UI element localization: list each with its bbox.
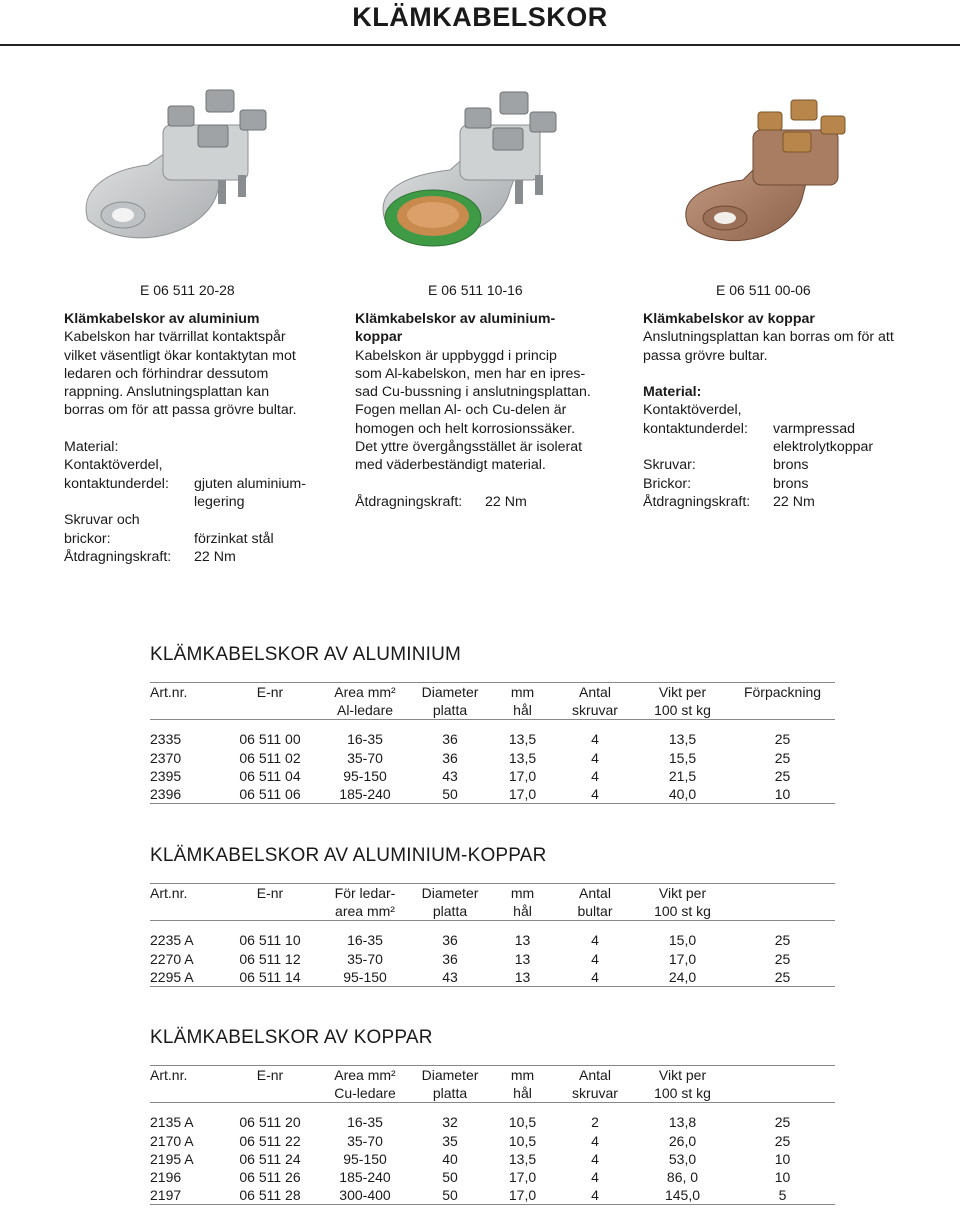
torque-label: Åtdragningskraft: [355,493,463,510]
table-header-cell: Antal [579,684,611,700]
spec-label: Kontaktöverdel, [643,402,742,419]
table-cell: 35-70 [347,749,383,766]
table-row [150,1168,835,1186]
torque-value: 22 Nm [773,493,815,510]
table-cell: 10 [774,1168,791,1185]
table-header-cell: Area mm² [334,1067,396,1083]
table-cell: 06 511 28 [239,1187,301,1204]
table-cell: 06 511 12 [239,950,301,967]
table-header-cell: Diameter [421,1067,479,1083]
material-label: Material: [643,384,702,401]
table-cell: 35 [442,1132,458,1149]
table-cell: 25 [774,932,791,949]
table-row [150,785,835,803]
table-cell: 36 [442,932,458,949]
table-header-cell [220,701,320,719]
table-row [150,1150,835,1168]
table-header-cell [220,902,320,920]
table-cell: 40 [442,1150,458,1167]
product-description-aluminium-copper [355,310,625,511]
table-cell: 06 511 10 [239,932,301,949]
table-cell: 06 511 06 [239,785,301,802]
table-header-cell: Antal [579,885,611,901]
table-header-cell [150,902,220,920]
table-header-cell: Art.nr. [150,885,188,901]
table-title-aluminium: KLÄMKABELSKOR AV ALUMINIUM [150,644,462,665]
table-cell: 24,0 [668,968,697,985]
table-cell: 25 [774,1114,791,1131]
table-cell: 17,0 [508,1187,537,1204]
table-header-cell: 100 st kg [654,1085,711,1102]
table-cell: 13,5 [508,731,537,748]
table-header-cell: 100 st kg [654,903,711,920]
description-line: homogen och helt korrosionssäker. [355,420,576,437]
table-rule [150,986,835,987]
spec-value: legering [194,493,245,510]
table-header-cell: Diameter [421,684,479,700]
description-line: som Al-kabelskon, men har en ipres- [355,365,586,382]
table-header-cell: area mm² [335,903,395,920]
spec-value: förzinkat stål [194,530,274,547]
table-cell: 25 [774,1132,791,1149]
description-line: passa grövre bultar. [643,347,768,364]
table-cell: 43 [442,767,458,784]
table-header-cell: platta [432,1085,468,1102]
table-cell: 2170 A [150,1132,194,1149]
table-cell: 06 511 02 [239,749,301,766]
table-rule [150,1204,835,1205]
table-cell: 15,0 [668,932,697,949]
product-code: E 06 511 00-06 [716,282,811,298]
table-aluminium [150,682,835,804]
table-cell: 2135 A [150,1114,194,1131]
table-cell: 17,0 [668,950,697,967]
product-code: E 06 511 20-28 [140,282,235,298]
table-cell: 13 [514,932,531,949]
description-line: med väderbeständigt material. [355,457,546,474]
table-cell: 300-400 [339,1187,391,1204]
table-cell: 16-35 [347,1114,383,1131]
table-cell: 4 [591,932,599,949]
table-cell: 17,0 [508,1168,537,1185]
table-cell: 06 511 24 [239,1150,301,1167]
table-header-row [150,902,835,920]
table-header-cell [150,701,220,719]
table-header-cell: Cu-ledare [334,1085,396,1102]
table-title-copper: KLÄMKABELSKOR AV KOPPAR [150,1027,433,1048]
table-header-cell: Antal [579,1067,611,1083]
product-photo-aluminium-copper [355,70,601,255]
table-cell: 15,5 [668,749,697,766]
table-cell: 50 [442,785,458,802]
torque-label: Åtdragningskraft: [64,548,172,565]
table-cell: 4 [591,749,599,766]
table-header-row [150,884,835,902]
material-label: Material: [64,439,119,456]
table-cell: 26,0 [668,1132,697,1149]
table-cell: 50 [442,1187,458,1204]
table-cell: 4 [591,1168,599,1185]
table-cell: 53,0 [668,1150,697,1167]
spec-label: Kontaktöverdel, [64,457,163,474]
table-cell: 16-35 [347,932,383,949]
table-rule [150,803,835,804]
table-header-cell: Vikt per [658,885,707,901]
table-cell: 2396 [150,785,182,802]
table-cell: 4 [591,767,599,784]
table-cell: 50 [442,1168,458,1185]
table-copper [150,1065,835,1205]
table-header-cell: platta [432,702,468,719]
table-cell: 13 [514,950,531,967]
table-row [150,968,835,986]
table-cell: 2235 A [150,932,194,949]
table-cell: 145,0 [664,1187,701,1204]
table-header-cell: Vikt per [658,684,707,700]
torque-label: Åtdragningskraft: [643,493,751,510]
table-cell: 25 [774,767,791,784]
table-cell: 95-150 [343,767,387,784]
table-header-cell: E-nr [256,1067,284,1083]
description-line: ledaren och förhindrar dessutom [64,365,269,382]
table-header-cell: mm [510,684,535,700]
table-cell: 35-70 [347,950,383,967]
table-cell: 25 [774,731,791,748]
table-cell: 4 [591,731,599,748]
table-header-cell: Art.nr. [150,684,188,700]
table-header-cell: platta [432,903,468,920]
table-cell: 2395 [150,767,182,784]
torque-value: 22 Nm [194,548,236,565]
description-line: sad Cu-bussning i anslutningsplattan. [355,384,591,401]
description-line: rappning. Anslutningsplattan kan [64,384,270,401]
table-cell: 25 [774,950,791,967]
table-cell: 13,5 [508,1150,537,1167]
table-header-cell: För ledar- [334,885,396,901]
description-line: Kabelskon är uppbyggd i princip [355,347,557,364]
table-cell: 95-150 [343,1150,387,1167]
spec-value: elektrolytkoppar [773,439,874,456]
table-cell: 13,8 [668,1114,697,1131]
spec-label: Skruvar och [64,512,140,529]
torque-value: 22 Nm [485,493,527,510]
table-header-cell [730,1066,835,1084]
table-cell: 2335 [150,731,182,748]
table-cell: 4 [591,1187,599,1204]
table-header-cell [730,884,835,902]
table-cell: 4 [591,950,599,967]
table-header-row [150,1066,835,1084]
table-header-cell: 100 st kg [654,702,711,719]
table-header-cell: Area mm² [334,684,396,700]
table-header-cell: hål [513,702,532,719]
table-cell: 06 511 22 [239,1132,301,1149]
product-description-copper [643,310,943,511]
table-header-cell [220,1084,320,1102]
product-photo-copper [643,70,889,255]
table-row [150,1132,835,1150]
product-heading: koppar [355,329,403,346]
table-cell: 43 [442,968,458,985]
table-header-cell: skruvar [572,702,618,719]
table-cell: 17,0 [508,767,537,784]
table-header-cell: Art.nr. [150,1067,188,1083]
table-cell: 4 [591,1150,599,1167]
product-heading: Klämkabelskor av koppar [643,311,815,327]
table-cell: 17,0 [508,785,537,802]
table-header-cell: E-nr [256,684,284,700]
table-header-cell [730,701,835,719]
table-cell: 95-150 [343,968,387,985]
table-row [150,1186,835,1204]
table-row [150,767,835,785]
table-cell: 185-240 [339,1168,391,1185]
description-line: Fogen mellan Al- och Cu-delen är [355,402,567,419]
spec-label: Skruvar: [643,457,696,474]
table-header-cell: mm [510,885,535,901]
table-header-cell: Vikt per [658,1067,707,1083]
table-cell: 06 511 20 [239,1114,301,1131]
table-header-row [150,683,835,701]
table-row [150,931,835,949]
table-cell: 32 [442,1114,458,1131]
page-title: KLÄMKABELSKOR [352,2,608,32]
table-header-row [150,1084,835,1102]
table-cell: 36 [442,749,458,766]
spec-value: varmpressad [773,420,856,437]
table-header-cell: hål [513,903,532,920]
product-heading: Klämkabelskor av aluminium- [355,311,556,327]
table-header-cell: Diameter [421,885,479,901]
spec-label: kontaktunderdel: [643,420,748,437]
description-line: Det yttre övergångsstället är isolerat [355,439,583,456]
table-cell: 5 [778,1187,787,1204]
table-cell: 25 [774,968,791,985]
table-cell: 2270 A [150,950,194,967]
table-header-cell: E-nr [256,885,284,901]
description-line: Kabelskon har tvärrillat kontaktspår [64,329,286,346]
spec-label: brickor: [64,530,111,547]
table-header-cell [730,1084,835,1102]
table-header-cell: Al-ledare [336,702,394,719]
table-row [150,749,835,767]
table-cell: 2197 [150,1187,182,1204]
table-cell: 4 [591,968,599,985]
table-cell: 10,5 [508,1132,537,1149]
table-row [150,950,835,968]
product-heading: Klämkabelskor av aluminium [64,311,260,327]
table-row [150,730,835,748]
table-header-row [150,701,835,719]
table-cell: 10 [774,785,791,802]
table-cell: 06 511 14 [239,968,301,985]
table-cell: 16-35 [347,731,383,748]
spec-value: gjuten aluminium- [194,475,306,492]
table-header-cell [150,1084,220,1102]
table-cell: 4 [591,785,599,802]
table-cell: 4 [591,1132,599,1149]
spec-label: kontaktunderdel: [64,475,169,492]
description-line: Anslutningsplattan kan borras om för att [643,329,894,346]
table-aluminium-copper [150,883,835,987]
table-header-cell: skruvar [572,1085,618,1102]
table-cell: 2196 [150,1168,182,1185]
table-cell: 2370 [150,749,182,766]
spec-label: Brickor: [643,475,692,492]
title-divider [0,44,960,46]
table-cell: 13 [514,968,531,985]
product-code: E 06 511 10-16 [428,282,523,298]
table-cell: 2295 A [150,968,194,985]
table-cell: 2 [591,1114,599,1131]
table-header-cell: mm [510,1067,535,1083]
table-cell: 40,0 [668,785,697,802]
spec-value: brons [773,475,809,492]
table-header-cell [730,902,835,920]
table-cell: 35-70 [347,1132,383,1149]
table-cell: 86, 0 [666,1168,699,1185]
table-cell: 21,5 [668,767,697,784]
table-cell: 36 [442,950,458,967]
table-row [150,1113,835,1131]
table-cell: 06 511 00 [239,731,301,748]
spec-value: brons [773,457,809,474]
table-cell: 13,5 [508,749,537,766]
table-cell: 10,5 [508,1114,537,1131]
table-header-cell: Förpackning [743,684,822,700]
table-header-cell: bultar [577,903,613,920]
description-line: vilket väsentligt ökar kontaktytan mot [64,347,296,364]
table-cell: 2195 A [150,1150,194,1167]
description-line: borras om för att passa grövre bultar. [64,402,297,419]
table-cell: 36 [442,731,458,748]
table-cell: 06 511 26 [239,1168,301,1185]
table-cell: 10 [774,1150,791,1167]
table-title-aluminium-copper: KLÄMKABELSKOR AV ALUMINIUM-KOPPAR [150,845,547,866]
product-photo-aluminium [68,70,314,255]
product-description-aluminium [64,310,334,566]
table-cell: 06 511 04 [239,767,301,784]
table-cell: 25 [774,749,791,766]
table-cell: 185-240 [339,785,391,802]
table-header-cell: hål [513,1085,532,1102]
table-cell: 13,5 [668,731,697,748]
